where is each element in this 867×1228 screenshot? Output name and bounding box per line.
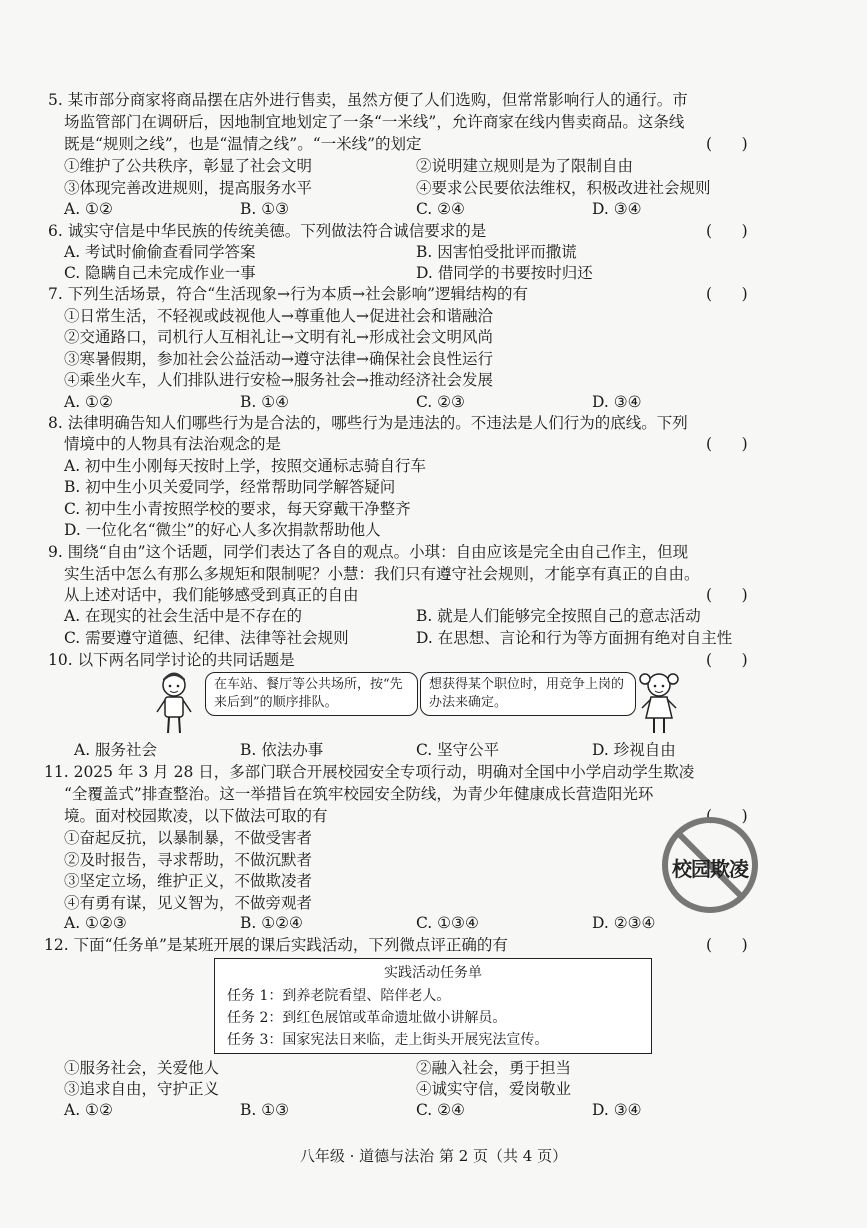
q10-choice-d: D. 珍视自由 — [592, 741, 676, 759]
q6-choice-a: A. 考试时偷偷查看同学答案 — [64, 243, 256, 261]
q9-choice-a: A. 在现实的社会生活中是不存在的 — [64, 607, 303, 625]
q7-answer-paren: ( ) — [706, 285, 748, 303]
q5-option-4: ④要求公民要依法维权，积极改进社会规则 — [416, 179, 711, 197]
q12-option-4: ④诚实守信，爱岗敬业 — [416, 1080, 572, 1098]
boy-illustration — [152, 670, 196, 738]
q7-choice-b: B. ①④ — [240, 393, 290, 411]
q12-choice-b: B. ①③ — [240, 1101, 290, 1119]
q8-stem-line1: 8. 法律明确告知人们哪些行为是合法的，哪些行为是违法的。不违法是人们行为的底线。下列 — [48, 414, 688, 432]
q9-choice-c: C. 需要遵守道德、纪律、法律等社会规则 — [64, 629, 349, 647]
q11-choice-c: C. ①③④ — [416, 914, 479, 932]
q5-choice-c: C. ②④ — [416, 200, 465, 218]
q10-choice-b: B. 依法办事 — [240, 741, 324, 759]
q10-choice-a: A. 服务社会 — [74, 741, 158, 759]
q12-option-3: ③追求自由，守护正义 — [64, 1080, 220, 1098]
q12-option-1: ①服务社会，关爱他人 — [64, 1059, 220, 1077]
q11-choice-a: A. ①②③ — [64, 914, 127, 932]
q11-answer-paren: ( ) — [706, 807, 748, 825]
q7-option-3: ③寒暑假期，参加社会公益活动→遵守法律→确保社会良性运行 — [64, 350, 493, 368]
girl-illustration — [634, 668, 684, 738]
q11-option-1: ①奋起反抗，以暴制暴，不做受害者 — [64, 829, 313, 847]
q7-stem-line1: 7. 下列生活场景，符合“生活现象→行为本质→社会影响”逻辑结构的有 — [48, 285, 529, 303]
q5-option-2: ②说明建立规则是为了限制自由 — [416, 157, 634, 175]
task-2: 任务 2：到红色展馆或革命遗址做小讲解员。 — [227, 1010, 507, 1026]
q5-stem-line3: 既是“规则之线”，也是“温情之线”。“一米线”的划定 — [64, 135, 422, 153]
q11-stem-line1: 11. 2025 年 3 月 28 日，多部门联合开展校园安全专项行动，明确对全国中小学启动学生欺凌 — [44, 763, 695, 781]
q10-stem-line1: 10. 以下两名同学讨论的共同话题是 — [48, 651, 295, 669]
q12-stem-line1: 12. 下面“任务单”是某班开展的课后实践活动，下列微点评正确的有 — [44, 936, 508, 954]
q8-choice-c: C. 初中生小青按照学校的要求，每天穿戴干净整齐 — [64, 500, 411, 518]
q11-choice-d: D. ②③④ — [592, 914, 656, 932]
task-sheet-box — [214, 958, 652, 1054]
q11-choice-b: B. ①②④ — [240, 914, 303, 932]
q6-choice-c: C. 隐瞒自己未完成作业一事 — [64, 264, 256, 282]
q8-choice-d: D. 一位化名“微尘”的好心人多次捐款帮助他人 — [64, 521, 381, 539]
q7-choice-d: D. ③④ — [592, 393, 642, 411]
task-1: 任务 1：到养老院看望、陪伴老人。 — [227, 988, 451, 1004]
q6-answer-paren: ( ) — [706, 222, 748, 240]
q5-stem-line1: 5. 某市部分商家将商品摆在店外进行售卖，虽然方便了人们选购，但常常影响行人的通行。市 — [48, 91, 688, 109]
q11-option-4: ④有勇有谋，见义智为，不做旁观者 — [64, 894, 313, 912]
task-3: 任务 3：国家宪法日来临，走上街头开展宪法宣传。 — [227, 1032, 549, 1048]
q8-choice-b: B. 初中生小贝关爱同学，经常帮助同学解答疑问 — [64, 478, 396, 496]
q11-stem-line3: 境。面对校园欺凌，以下做法可取的有 — [64, 807, 328, 825]
q7-choice-a: A. ①② — [64, 393, 113, 411]
q5-choice-a: A. ①② — [64, 200, 113, 218]
q10-choice-c: C. 坚守公平 — [416, 741, 500, 759]
q12-option-2: ②融入社会，勇于担当 — [416, 1059, 572, 1077]
q6-stem-line1: 6. 诚实守信是中华民族的传统美德。下列做法符合诚信要求的是 — [48, 222, 487, 240]
q11-option-3: ③坚定立场，维护正义，不做欺凌者 — [64, 872, 313, 890]
q12-choice-d: D. ③④ — [592, 1101, 642, 1119]
q9-answer-paren: ( ) — [706, 586, 748, 604]
q9-choice-d: D. 在思想、言论和行为等方面拥有绝对自主性 — [416, 629, 733, 647]
q7-choice-c: C. ②③ — [416, 393, 465, 411]
speech-bubble-right: 想获得某个职位时，用竞争上岗的办法来确定。 — [420, 672, 636, 716]
q7-option-2: ②交通路口，司机行人互相礼让→文明有礼→形成社会文明风尚 — [64, 328, 493, 346]
q9-stem-line2: 实生活中怎么有那么多规矩和限制呢？小慧：我们只有遵守社会规则，才能享有真正的自由。 — [64, 565, 700, 583]
q5-option-3: ③体现完善改进规则，提高服务水平 — [64, 179, 313, 197]
q12-answer-paren: ( ) — [706, 936, 748, 954]
q5-option-1: ①维护了公共秩序，彰显了社会文明 — [64, 157, 313, 175]
q7-option-1: ①日常生活，不轻视或歧视他人→尊重他人→促进社会和谐融洽 — [64, 307, 493, 325]
q5-choice-b: B. ①③ — [240, 200, 290, 218]
q8-stem-line2: 情境中的人物具有法治观念的是 — [64, 435, 282, 453]
q12-choice-a: A. ①② — [64, 1101, 113, 1119]
q9-choice-b: B. 就是人们能够完全按照自己的意志活动 — [416, 607, 701, 625]
q5-answer-paren: ( ) — [706, 135, 748, 153]
page-footer: 八年级 · 道德与法治 第 2 页（共 4 页） — [299, 1147, 568, 1165]
anti-bullying-sign-text: 校园欺凌 — [672, 857, 748, 881]
q11-option-2: ②及时报告，寻求帮助，不做沉默者 — [64, 851, 313, 869]
q8-answer-paren: ( ) — [706, 435, 748, 453]
q11-stem-line2: “全覆盖式”排查整治。这一举措旨在筑牢校园安全防线，为青少年健康成长营造阳光环 — [64, 785, 654, 803]
q6-choice-d: D. 借同学的书要按时归还 — [416, 264, 593, 282]
q7-option-4: ④乘坐火车，人们排队进行安检→服务社会→推动经济社会发展 — [64, 371, 493, 389]
q5-choice-d: D. ③④ — [592, 200, 642, 218]
q6-choice-b: B. 因害怕受批评而撒谎 — [416, 243, 577, 261]
task-sheet-title: 实践活动任务单 — [384, 965, 482, 981]
anti-bullying-sign-icon — [660, 815, 760, 915]
q9-stem-line3: 从上述对话中，我们能够感受到真正的自由 — [64, 586, 359, 604]
q8-choice-a: A. 初中生小刚每天按时上学，按照交通标志骑自行车 — [64, 457, 427, 475]
q10-answer-paren: ( ) — [706, 651, 748, 669]
q12-choice-c: C. ②④ — [416, 1101, 465, 1119]
q5-stem-line2: 场监管部门在调研后，因地制宜地划定了一条“一米线”，允许商家在线内售卖商品。这条线 — [64, 113, 685, 131]
speech-bubble-left: 在车站、餐厅等公共场所，按“先来后到”的顺序排队。 — [205, 672, 418, 716]
q9-stem-line1: 9. 围绕“自由”这个话题，同学们表达了各自的观点。小琪：自由应该是完全由自己作主，但现 — [48, 543, 689, 561]
